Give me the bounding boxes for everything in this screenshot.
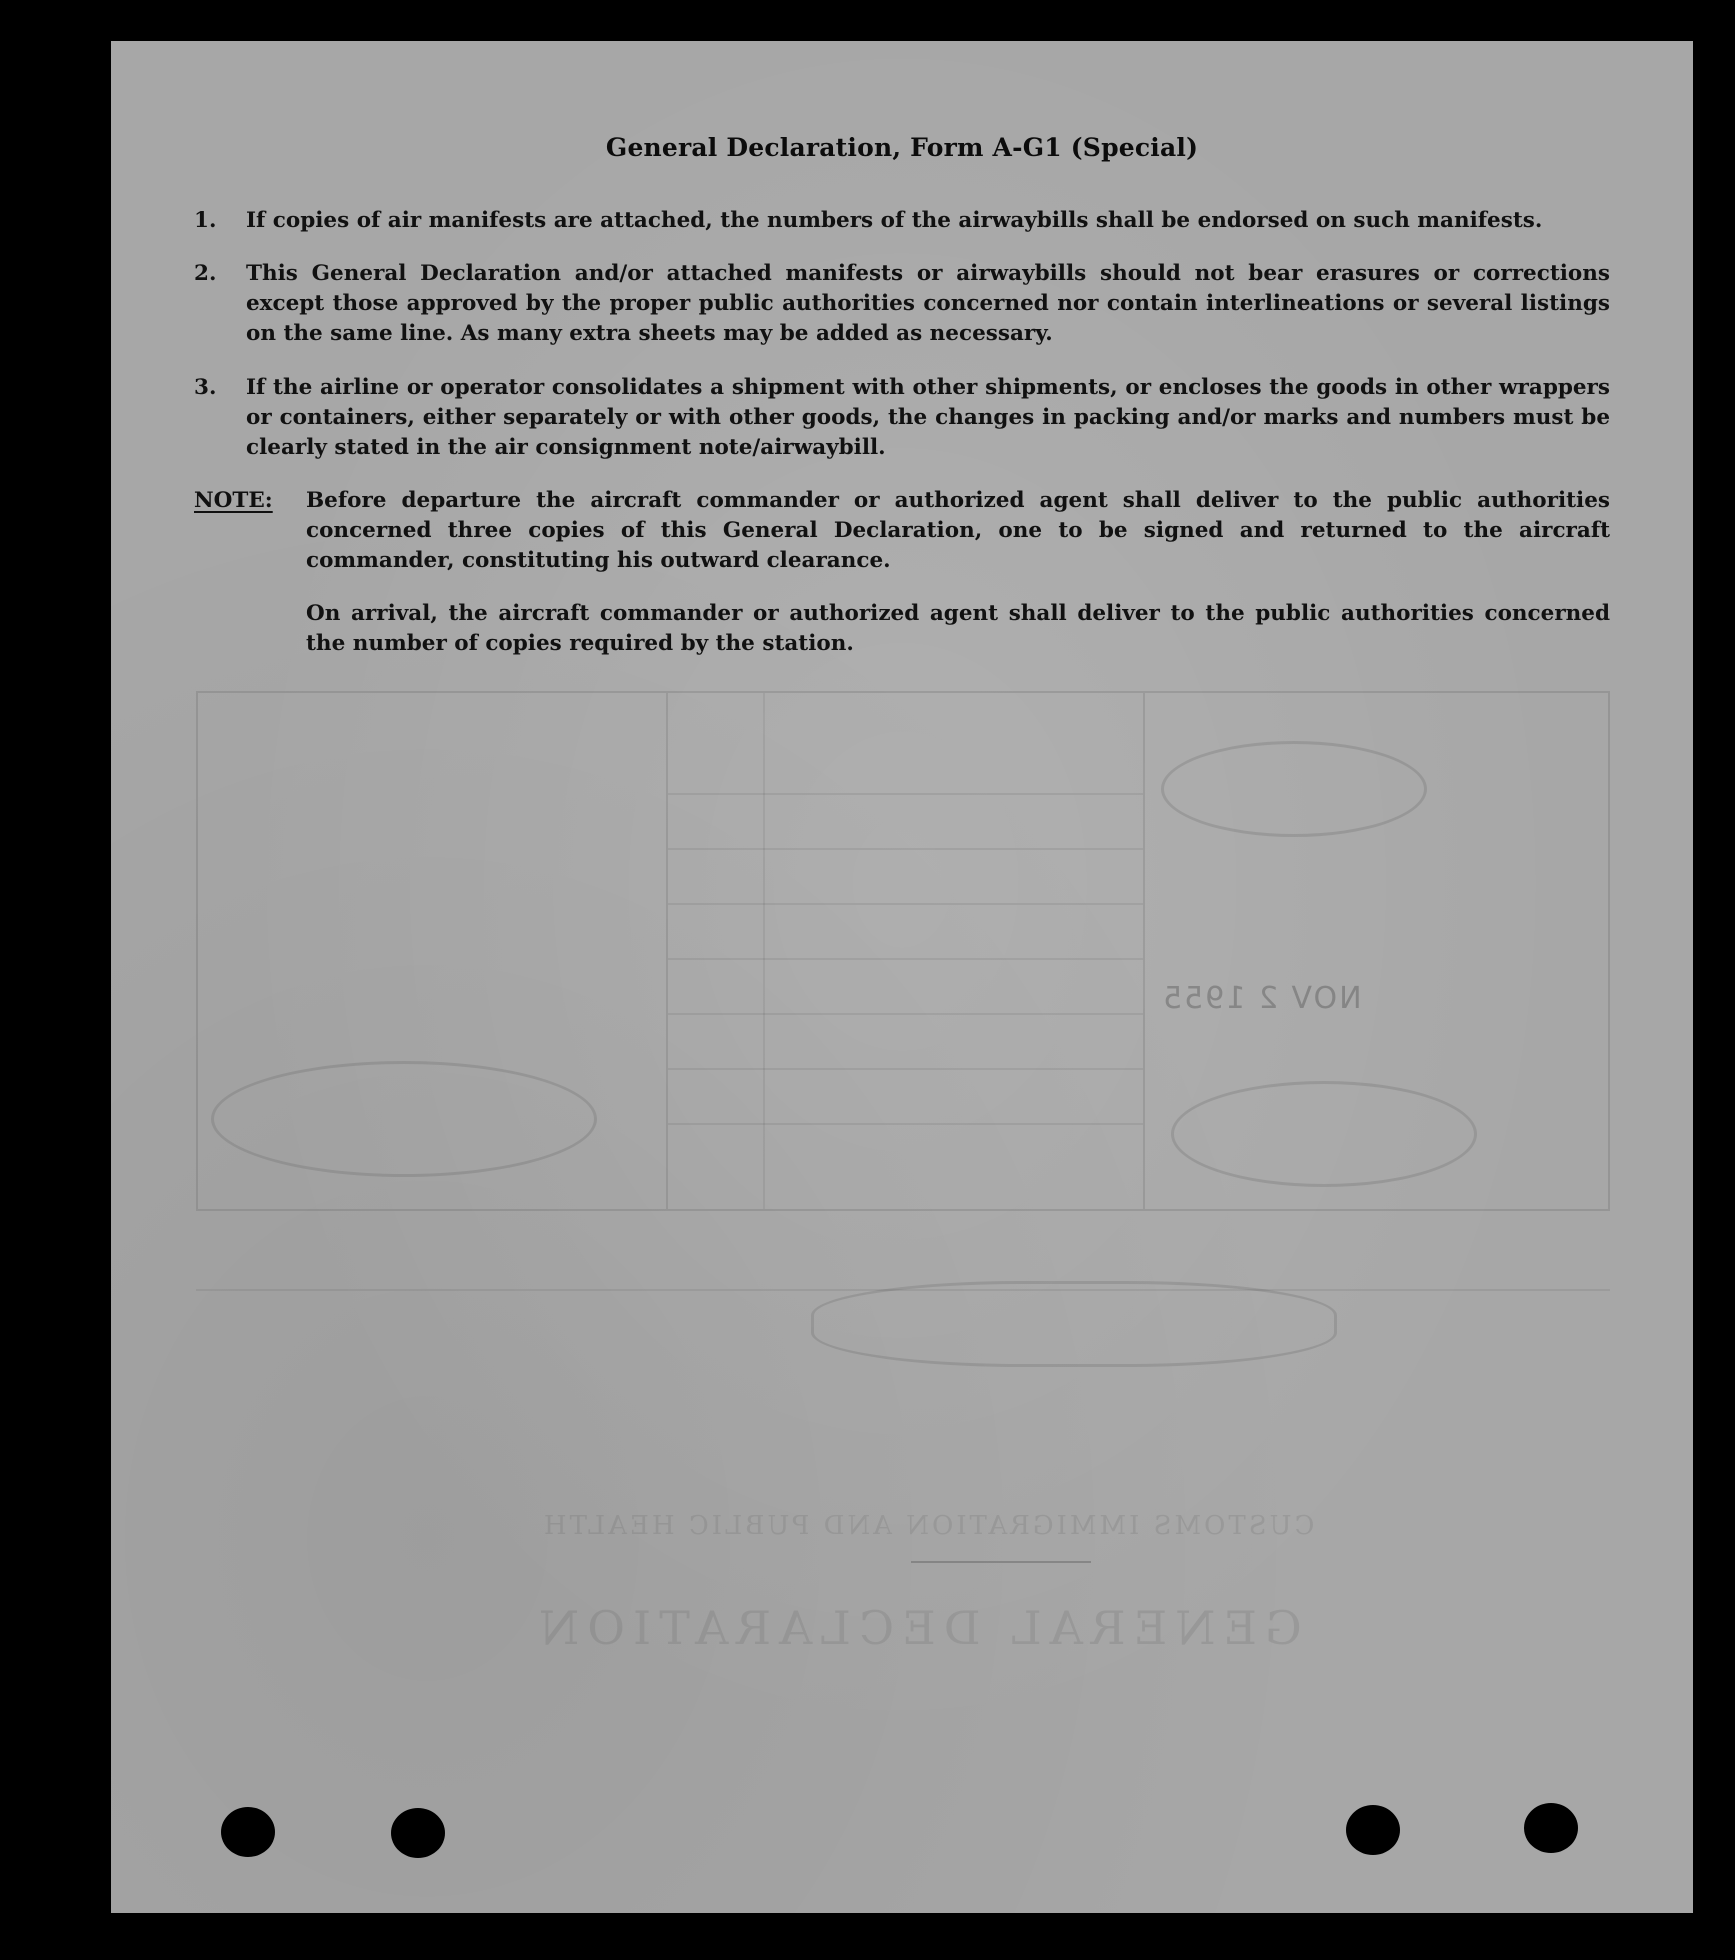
bleed-through-divider — [763, 693, 765, 1209]
bleed-through-signature — [1161, 741, 1427, 837]
punch-hole — [221, 1807, 275, 1857]
item-text: If the airline or operator consolidates a shipment with other shipments, or encloses the goods in other wrappers or containers, either separately or with other goods, the changes in packing and/or marks and numbers must be clearly stated in the air consignment note/airwaybill. — [246, 375, 1610, 460]
item-number: 2. — [194, 261, 217, 286]
punch-hole — [391, 1808, 445, 1858]
punch-hole — [1524, 1803, 1578, 1853]
bleed-through-subtitle: CUSTOMS IMMIGRATION AND PUBLIC HEALTH — [541, 1511, 1315, 1541]
item-text: This General Declaration and/or attached manifests or airwaybills should not bear erasures or corrections except those approved by the proper public authorities concerned nor contain interlineations or several listings on the same line. As many extra sheets may be added as necessary. — [246, 261, 1610, 346]
note-block — [194, 486, 1614, 578]
instruction-item — [194, 373, 1614, 465]
bleed-through-rule — [668, 848, 1143, 850]
bleed-through-rule — [668, 793, 1143, 795]
bleed-through-divider — [1143, 693, 1145, 1209]
instruction-item — [194, 206, 1614, 238]
bleed-through-rule — [911, 1561, 1091, 1563]
instruction-item — [194, 259, 1614, 351]
note-text: Before departure the aircraft commander or authorized agent shall deliver to the public authorities concerned three copies of this General Declaration, one to be signed and returned to the aircraft commander, constituting his outward clearance. — [306, 488, 1610, 573]
bleed-through-signature — [1171, 1081, 1477, 1187]
item-number: 1. — [194, 208, 217, 233]
bleed-through-rule — [668, 903, 1143, 905]
bleed-through-date-stamp: NOV 2 1955 — [1161, 981, 1362, 1016]
bleed-through-title: GENERAL DECLARATION — [531, 1601, 1302, 1655]
note-label: NOTE: — [194, 488, 273, 513]
item-text: If copies of air manifests are attached, the numbers of the airwaybills shall be endorsed on such manifests. — [246, 208, 1543, 233]
bleed-through-rule — [668, 1013, 1143, 1015]
bleed-through-rule — [668, 1068, 1143, 1070]
bleed-through-divider — [666, 693, 668, 1209]
bleed-through-rule — [668, 958, 1143, 960]
document-sheet — [111, 41, 1693, 1913]
item-number: 3. — [194, 375, 217, 400]
note-arrival-block — [194, 599, 1614, 661]
punch-hole — [1346, 1805, 1400, 1855]
page-title: General Declaration, Form A-G1 (Special) — [605, 133, 1199, 162]
bleed-through-rule — [668, 1123, 1143, 1125]
bleed-through-signature — [811, 1281, 1337, 1367]
note-arrival-text: On arrival, the aircraft commander or authorized agent shall deliver to the public authorities concerned the number of copies required by the station. — [306, 601, 1610, 656]
bleed-through-signature — [211, 1061, 597, 1177]
